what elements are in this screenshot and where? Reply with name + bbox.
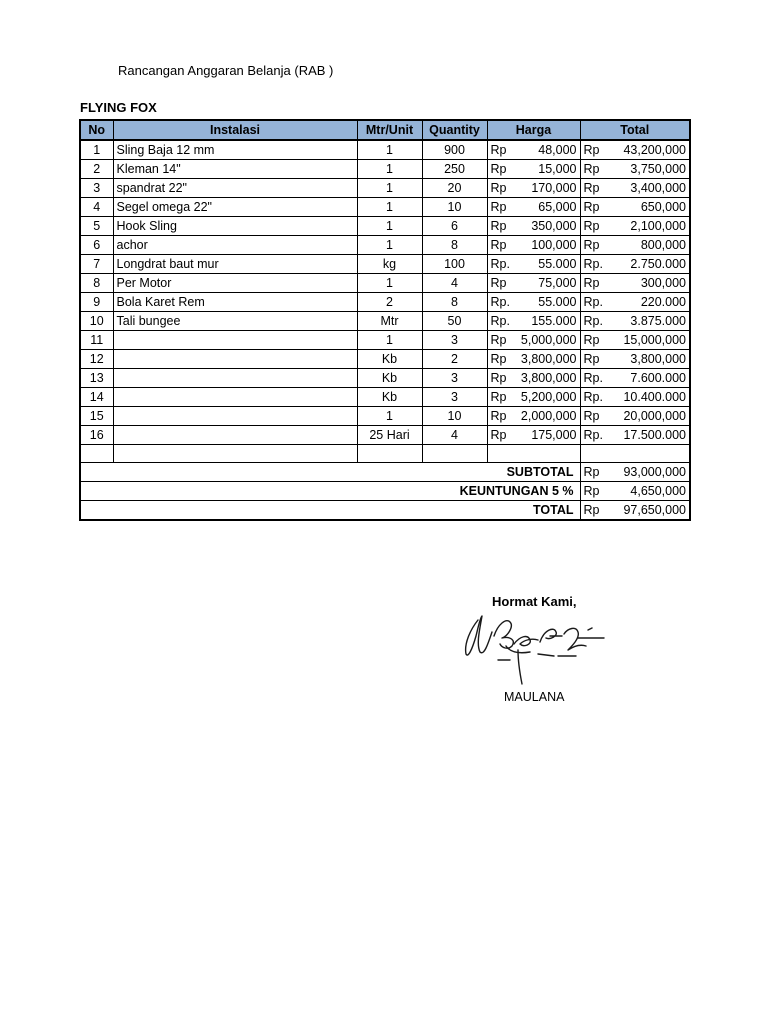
cell-instalasi: Tali bungee [113, 312, 357, 331]
cell-quantity: 3 [422, 388, 487, 407]
cell-total [580, 312, 690, 331]
cell-instalasi: Bola Karet Rem [113, 293, 357, 312]
table-row [80, 331, 690, 350]
table-row [80, 426, 690, 445]
section-title: FLYING FOX [80, 100, 157, 115]
rab-table [79, 119, 691, 521]
currency-symbol: Rp [583, 143, 600, 157]
harga-amount: 55.000 [538, 257, 577, 271]
cell-total [580, 331, 690, 350]
currency-symbol: Rp [583, 465, 600, 479]
currency-symbol: Rp [583, 503, 600, 517]
table-row [80, 217, 690, 236]
table-row [80, 388, 690, 407]
cell-harga [487, 160, 580, 179]
cell-unit: 1 [357, 236, 422, 255]
cell-no: 4 [80, 198, 113, 217]
total-amount: 3,800,000 [630, 352, 686, 366]
harga-amount: 170,000 [531, 181, 577, 195]
harga-amount: 3,800,000 [520, 371, 577, 385]
table-row [80, 255, 690, 274]
currency-symbol: Rp [583, 219, 600, 233]
header-quantity: Quantity [422, 120, 487, 140]
cell-no: 15 [80, 407, 113, 426]
currency-symbol: Rp [490, 333, 507, 347]
currency-symbol: Rp [490, 276, 507, 290]
total-amount: 17.500.000 [623, 428, 686, 442]
table-row [80, 236, 690, 255]
currency-symbol: Rp. [583, 428, 603, 442]
cell-total [580, 407, 690, 426]
total-amount: 800,000 [640, 238, 686, 252]
currency-symbol: Rp. [490, 257, 510, 271]
cell-harga [487, 293, 580, 312]
cell-harga [487, 198, 580, 217]
cell-harga [487, 407, 580, 426]
total-amount: 7.600.000 [630, 371, 686, 385]
cell-harga [487, 312, 580, 331]
cell-no: 13 [80, 369, 113, 388]
harga-amount: 175,000 [531, 428, 577, 442]
cell-no: 11 [80, 331, 113, 350]
cell-total [580, 160, 690, 179]
summary-amount: 93,000,000 [623, 465, 686, 479]
blank-row [80, 445, 690, 463]
cell-unit: kg [357, 255, 422, 274]
harga-amount: 48,000 [538, 143, 577, 157]
cell-unit: Kb [357, 350, 422, 369]
cell-quantity: 900 [422, 140, 487, 160]
currency-symbol: Rp [583, 352, 600, 366]
document-title: Rancangan Anggaran Belanja (RAB ) [118, 63, 334, 78]
currency-symbol: Rp. [583, 390, 603, 404]
harga-amount: 5,200,000 [520, 390, 577, 404]
cell-instalasi [113, 426, 357, 445]
table-header-row [80, 120, 690, 140]
cell-total [580, 236, 690, 255]
currency-symbol: Rp [490, 219, 507, 233]
currency-symbol: Rp [583, 484, 600, 498]
cell-total [580, 388, 690, 407]
summary-value-cell [580, 482, 690, 501]
harga-amount: 65,000 [538, 200, 577, 214]
cell-total [580, 426, 690, 445]
cell-harga [487, 140, 580, 160]
cell-harga [487, 179, 580, 198]
cell-instalasi: Segel omega 22" [113, 198, 357, 217]
cell-total [580, 217, 690, 236]
summary-amount: 97,650,000 [623, 503, 686, 517]
cell-instalasi: spandrat 22" [113, 179, 357, 198]
cell-unit: 1 [357, 274, 422, 293]
currency-symbol: Rp [490, 162, 507, 176]
harga-amount: 100,000 [531, 238, 577, 252]
total-amount: 3,750,000 [630, 162, 686, 176]
summary-row-subtotal [80, 463, 690, 482]
cell-harga [487, 331, 580, 350]
currency-symbol: Rp [583, 333, 600, 347]
harga-amount: 155.000 [531, 314, 577, 328]
total-amount: 3,400,000 [630, 181, 686, 195]
cell-harga [487, 217, 580, 236]
table-row [80, 179, 690, 198]
currency-symbol: Rp [490, 181, 507, 195]
harga-amount: 15,000 [538, 162, 577, 176]
cell-no: 12 [80, 350, 113, 369]
cell-instalasi [113, 369, 357, 388]
cell-unit: 1 [357, 160, 422, 179]
summary-label: TOTAL [80, 501, 580, 521]
summary-row-keuntungan [80, 482, 690, 501]
total-amount: 15,000,000 [623, 333, 686, 347]
currency-symbol: Rp [490, 143, 507, 157]
harga-amount: 75,000 [538, 276, 577, 290]
cell-instalasi [113, 331, 357, 350]
cell-no: 10 [80, 312, 113, 331]
total-amount: 20,000,000 [623, 409, 686, 423]
currency-symbol: Rp. [583, 371, 603, 385]
summary-row-total [80, 501, 690, 521]
currency-symbol: Rp [583, 200, 600, 214]
summary-label: KEUNTUNGAN 5 % [80, 482, 580, 501]
cell-quantity: 8 [422, 236, 487, 255]
cell-total [580, 179, 690, 198]
table-row [80, 140, 690, 160]
harga-amount: 5,000,000 [520, 333, 577, 347]
cell-instalasi [113, 407, 357, 426]
currency-symbol: Rp. [490, 314, 510, 328]
cell-instalasi: achor [113, 236, 357, 255]
table-row [80, 160, 690, 179]
signer-name: MAULANA [504, 690, 565, 704]
cell-harga [487, 255, 580, 274]
blank-cell [580, 445, 690, 463]
currency-symbol: Rp [583, 409, 600, 423]
harga-amount: 350,000 [531, 219, 577, 233]
cell-quantity: 2 [422, 350, 487, 369]
cell-instalasi: Longdrat baut mur [113, 255, 357, 274]
cell-quantity: 50 [422, 312, 487, 331]
cell-no: 1 [80, 140, 113, 160]
cell-total [580, 274, 690, 293]
table-body [80, 140, 690, 520]
currency-symbol: Rp [583, 181, 600, 195]
currency-symbol: Rp [490, 409, 507, 423]
cell-unit: 1 [357, 140, 422, 160]
summary-label: SUBTOTAL [80, 463, 580, 482]
cell-no: 14 [80, 388, 113, 407]
cell-quantity: 100 [422, 255, 487, 274]
currency-symbol: Rp [490, 200, 507, 214]
cell-unit: 1 [357, 198, 422, 217]
total-amount: 2,100,000 [630, 219, 686, 233]
cell-instalasi [113, 350, 357, 369]
currency-symbol: Rp [490, 428, 507, 442]
total-amount: 650,000 [640, 200, 686, 214]
cell-harga [487, 350, 580, 369]
table-row [80, 293, 690, 312]
cell-harga [487, 369, 580, 388]
cell-total [580, 198, 690, 217]
currency-symbol: Rp. [583, 314, 603, 328]
cell-quantity: 250 [422, 160, 487, 179]
cell-no: 9 [80, 293, 113, 312]
cell-no: 16 [80, 426, 113, 445]
cell-total [580, 255, 690, 274]
currency-symbol: Rp [583, 238, 600, 252]
total-amount: 3.875.000 [630, 314, 686, 328]
cell-unit: 2 [357, 293, 422, 312]
cell-harga [487, 388, 580, 407]
cell-quantity: 4 [422, 426, 487, 445]
handwritten-signature [458, 606, 608, 688]
harga-amount: 3,800,000 [520, 352, 577, 366]
cell-quantity: 3 [422, 369, 487, 388]
cell-quantity: 10 [422, 198, 487, 217]
cell-no: 3 [80, 179, 113, 198]
total-amount: 10.400.000 [623, 390, 686, 404]
header-unit: Mtr/Unit [357, 120, 422, 140]
cell-no: 6 [80, 236, 113, 255]
cell-unit: Mtr [357, 312, 422, 331]
table-row [80, 198, 690, 217]
blank-cell [357, 445, 422, 463]
signature-greeting: Hormat Kami, [492, 594, 577, 609]
currency-symbol: Rp [490, 390, 507, 404]
cell-quantity: 8 [422, 293, 487, 312]
total-amount: 300,000 [640, 276, 686, 290]
table-row [80, 350, 690, 369]
summary-amount: 4,650,000 [630, 484, 686, 498]
currency-symbol: Rp [490, 371, 507, 385]
total-amount: 2.750.000 [630, 257, 686, 271]
cell-quantity: 10 [422, 407, 487, 426]
blank-cell [422, 445, 487, 463]
header-total: Total [580, 120, 690, 140]
header-instalasi: Instalasi [113, 120, 357, 140]
cell-harga [487, 274, 580, 293]
cell-no: 2 [80, 160, 113, 179]
currency-symbol: Rp. [490, 295, 510, 309]
cell-quantity: 3 [422, 331, 487, 350]
cell-no: 7 [80, 255, 113, 274]
cell-total [580, 369, 690, 388]
blank-cell [487, 445, 580, 463]
summary-value-cell [580, 501, 690, 521]
harga-amount: 55.000 [538, 295, 577, 309]
table-row [80, 274, 690, 293]
cell-unit: 25 Hari [357, 426, 422, 445]
currency-symbol: Rp [490, 238, 507, 252]
blank-cell [113, 445, 357, 463]
cell-unit: 1 [357, 179, 422, 198]
cell-quantity: 20 [422, 179, 487, 198]
cell-unit: 1 [357, 407, 422, 426]
cell-harga [487, 426, 580, 445]
table-row [80, 369, 690, 388]
header-harga: Harga [487, 120, 580, 140]
currency-symbol: Rp [490, 352, 507, 366]
cell-instalasi: Kleman 14" [113, 160, 357, 179]
cell-instalasi: Hook Sling [113, 217, 357, 236]
harga-amount: 2,000,000 [520, 409, 577, 423]
cell-unit: Kb [357, 388, 422, 407]
blank-cell [80, 445, 113, 463]
cell-total [580, 350, 690, 369]
cell-harga [487, 236, 580, 255]
header-no: No [80, 120, 113, 140]
cell-instalasi: Per Motor [113, 274, 357, 293]
cell-quantity: 6 [422, 217, 487, 236]
cell-total [580, 293, 690, 312]
table-row [80, 407, 690, 426]
currency-symbol: Rp [583, 276, 600, 290]
currency-symbol: Rp. [583, 257, 603, 271]
cell-unit: 1 [357, 331, 422, 350]
cell-unit: Kb [357, 369, 422, 388]
cell-total [580, 140, 690, 160]
currency-symbol: Rp [583, 162, 600, 176]
cell-instalasi: Sling Baja 12 mm [113, 140, 357, 160]
currency-symbol: Rp. [583, 295, 603, 309]
summary-value-cell [580, 463, 690, 482]
cell-quantity: 4 [422, 274, 487, 293]
cell-no: 8 [80, 274, 113, 293]
cell-instalasi [113, 388, 357, 407]
cell-unit: 1 [357, 217, 422, 236]
cell-no: 5 [80, 217, 113, 236]
table-row [80, 312, 690, 331]
total-amount: 220.000 [640, 295, 686, 309]
total-amount: 43,200,000 [623, 143, 686, 157]
